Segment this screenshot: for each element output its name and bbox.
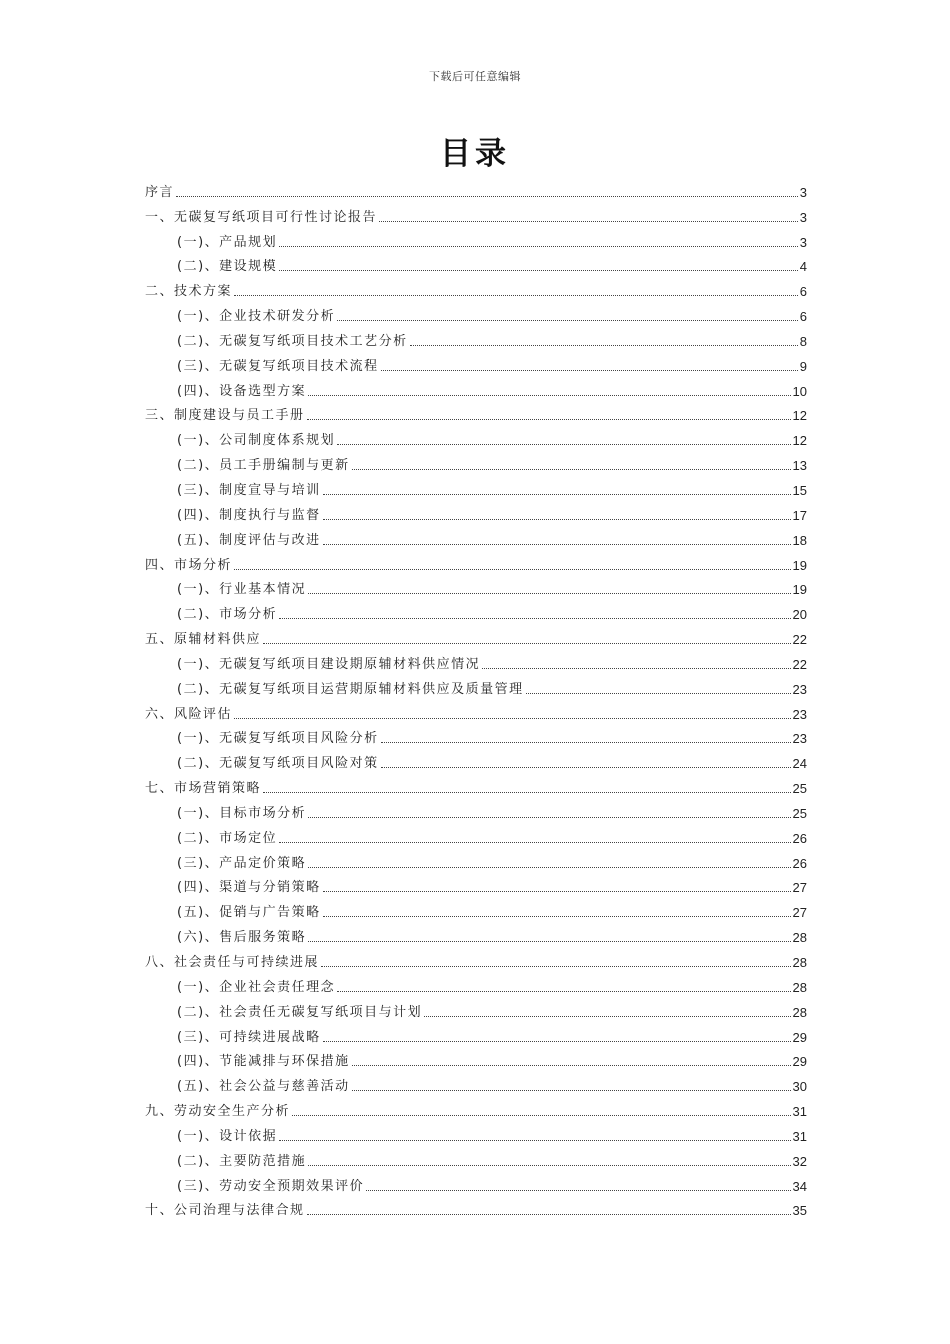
toc-dot-leader	[381, 370, 798, 371]
toc-entry-title: (二)、无碳复写纸项目风险对策	[177, 756, 379, 772]
toc-entry[interactable]	[145, 673, 807, 698]
toc-dot-leader	[279, 246, 798, 247]
toc-entry-page-number: 26	[792, 855, 807, 871]
toc-entry[interactable]	[145, 723, 807, 748]
toc-dot-leader	[323, 494, 791, 495]
page-title: 目录	[440, 136, 510, 172]
toc-entry-title: (一)、公司制度体系规划	[177, 433, 336, 449]
toc-entry-title: 十、公司治理与法律合规	[145, 1203, 305, 1219]
toc-entry-page-number: 29	[792, 1029, 807, 1045]
toc-dot-leader	[337, 444, 790, 445]
toc-entry-page-number: 25	[792, 805, 807, 821]
toc-entry-page-number: 30	[792, 1079, 807, 1095]
toc-entry[interactable]	[145, 872, 807, 897]
toc-entry-title: (三)、劳动安全预期效果评价	[177, 1178, 365, 1194]
toc-entry-page-number: 23	[792, 681, 807, 697]
toc-entry[interactable]	[145, 499, 807, 524]
toc-entry[interactable]	[145, 226, 807, 251]
toc-dot-leader	[323, 519, 791, 520]
toc-entry-page-number: 27	[792, 880, 807, 896]
toc-dot-leader	[526, 693, 791, 694]
toc-entry-title: 三、制度建设与员工手册	[145, 408, 305, 424]
toc-dot-leader	[279, 618, 790, 619]
toc-entry[interactable]	[145, 921, 807, 946]
toc-entry-page-number: 12	[792, 433, 807, 449]
toc-entry-title: (二)、无碳复写纸项目运营期原辅材料供应及质量管理	[177, 681, 524, 697]
toc-dot-leader	[323, 1041, 791, 1042]
toc-entry-page-number: 20	[792, 607, 807, 623]
toc-entry-page-number: 28	[792, 979, 807, 995]
toc-dot-leader	[234, 295, 798, 296]
toc-entry-page-number: 3	[799, 184, 807, 200]
toc-dot-leader	[308, 817, 790, 818]
toc-entry[interactable]	[145, 623, 807, 648]
toc-entry-title: (四)、制度执行与监督	[177, 507, 321, 523]
toc-entry-page-number: 4	[799, 259, 807, 275]
toc-dot-leader	[292, 1115, 791, 1116]
toc-entry-page-number: 13	[792, 458, 807, 474]
toc-entry-page-number: 32	[792, 1153, 807, 1169]
toc-entry-title: (一)、企业技术研发分析	[177, 309, 336, 325]
toc-entry-page-number: 3	[799, 209, 807, 225]
toc-dot-leader	[308, 867, 790, 868]
toc-entry-page-number: 19	[792, 557, 807, 573]
toc-entry-page-number: 18	[792, 532, 807, 548]
toc-entry-title: (一)、目标市场分析	[177, 805, 307, 821]
toc-entry[interactable]	[145, 1070, 807, 1095]
toc-entry[interactable]	[145, 1046, 807, 1071]
toc-entry-page-number: 9	[799, 358, 807, 374]
toc-entry-title: 四、市场分析	[145, 557, 233, 573]
toc-entry-title: (二)、市场定位	[177, 830, 278, 846]
toc-entry-page-number: 22	[792, 632, 807, 648]
toc-entry-title: (二)、主要防范措施	[177, 1153, 307, 1169]
toc-entry[interactable]	[145, 251, 807, 276]
toc-dot-leader	[279, 1140, 790, 1141]
toc-entry-page-number: 27	[792, 905, 807, 921]
toc-entry[interactable]	[145, 971, 807, 996]
toc-dot-leader	[308, 941, 790, 942]
toc-entry-title: (一)、企业社会责任理念	[177, 979, 336, 995]
toc-entry[interactable]	[145, 300, 807, 325]
toc-entry-page-number: 22	[792, 656, 807, 672]
toc-entry[interactable]	[145, 1095, 807, 1120]
toc-entry-title: (四)、设备选型方案	[177, 383, 307, 399]
toc-dot-leader	[379, 221, 798, 222]
toc-entry-title: 七、市场营销策略	[145, 781, 262, 797]
toc-entry[interactable]	[145, 1195, 807, 1220]
toc-entry[interactable]	[145, 474, 807, 499]
toc-entry[interactable]	[145, 822, 807, 847]
toc-entry-title: (一)、行业基本情况	[177, 582, 307, 598]
toc-entry[interactable]	[145, 201, 807, 226]
toc-entry[interactable]	[145, 1120, 807, 1145]
toc-entry-title: (二)、社会责任无碳复写纸项目与计划	[177, 1004, 423, 1020]
toc-entry[interactable]	[145, 524, 807, 549]
toc-entry-title: (五)、制度评估与改进	[177, 532, 321, 548]
toc-entry[interactable]	[145, 275, 807, 300]
toc-entry-page-number: 29	[792, 1054, 807, 1070]
toc-dot-leader	[279, 842, 790, 843]
toc-entry-page-number: 17	[792, 507, 807, 523]
toc-entry-title: 二、技术方案	[145, 284, 233, 300]
toc-dot-leader	[323, 916, 791, 917]
toc-entry-page-number: 23	[792, 706, 807, 722]
toc-entry[interactable]	[145, 375, 807, 400]
toc-entry-title: (三)、产品定价策略	[177, 855, 307, 871]
toc-entry[interactable]	[145, 896, 807, 921]
toc-dot-leader	[381, 767, 791, 768]
toc-entry[interactable]	[145, 996, 807, 1021]
toc-entry[interactable]	[145, 325, 807, 350]
toc-entry-page-number: 24	[792, 756, 807, 772]
toc-dot-leader	[307, 1214, 791, 1215]
toc-entry-page-number: 34	[792, 1178, 807, 1194]
toc-entry-page-number: 6	[799, 284, 807, 300]
toc-entry[interactable]	[145, 747, 807, 772]
toc-entry-title: (五)、促销与广告策略	[177, 905, 321, 921]
toc-entry-page-number: 23	[792, 731, 807, 747]
toc-entry-title: (一)、无碳复写纸项目建设期原辅材料供应情况	[177, 656, 481, 672]
toc-entry-title: (二)、无碳复写纸项目技术工艺分析	[177, 333, 408, 349]
toc-dot-leader	[424, 1016, 790, 1017]
toc-entry-page-number: 12	[792, 408, 807, 424]
toc-dot-leader	[323, 544, 791, 545]
toc-entry-page-number: 28	[792, 955, 807, 970]
toc-dot-leader	[352, 1090, 791, 1091]
toc-entry[interactable]	[145, 1021, 807, 1046]
toc-entry-page-number: 28	[792, 930, 807, 946]
toc-entry-title: (三)、无碳复写纸项目技术流程	[177, 358, 379, 374]
toc-entry[interactable]	[145, 574, 807, 599]
toc-entry-title: (四)、渠道与分销策略	[177, 880, 321, 896]
toc-entry[interactable]	[145, 549, 807, 574]
toc-entry-title: (三)、制度宣导与培训	[177, 482, 321, 498]
toc-entry[interactable]	[145, 946, 807, 971]
toc-entry-title: 九、劳动安全生产分析	[145, 1104, 291, 1120]
toc-dot-leader	[352, 1065, 791, 1066]
toc-dot-leader	[279, 270, 798, 271]
toc-entry-page-number: 28	[792, 1004, 807, 1020]
toc-dot-leader	[263, 792, 791, 793]
toc-entry-title: (一)、无碳复写纸项目风险分析	[177, 731, 379, 747]
toc-entry-title: 八、社会责任与可持续进展	[145, 955, 320, 970]
toc-entry-page-number: 19	[792, 582, 807, 598]
toc-entry-page-number: 15	[792, 482, 807, 498]
toc-entry-title: 序言	[145, 184, 175, 200]
toc-dot-leader	[352, 469, 791, 470]
toc-entry[interactable]	[145, 424, 807, 449]
toc-entry[interactable]	[145, 1145, 807, 1170]
toc-dot-leader	[234, 569, 791, 570]
table-of-contents	[145, 176, 807, 1219]
toc-entry-title: (六)、售后服务策略	[177, 930, 307, 946]
toc-entry-title: 六、风险评估	[145, 706, 233, 722]
toc-entry[interactable]	[145, 772, 807, 797]
toc-entry[interactable]	[145, 648, 807, 673]
toc-entry-title: 五、原辅材料供应	[145, 632, 262, 648]
toc-dot-leader	[308, 395, 790, 396]
toc-dot-leader	[381, 742, 791, 743]
toc-entry-page-number: 3	[799, 234, 807, 250]
toc-entry-title: (五)、社会公益与慈善活动	[177, 1079, 350, 1095]
toc-dot-leader	[234, 718, 791, 719]
toc-entry-page-number: 31	[792, 1128, 807, 1144]
toc-dot-leader	[323, 891, 791, 892]
toc-entry-page-number: 10	[792, 383, 807, 399]
toc-dot-leader	[410, 345, 798, 346]
toc-dot-leader	[366, 1190, 790, 1191]
toc-entry-title: (二)、建设规模	[177, 259, 278, 275]
toc-entry[interactable]	[145, 350, 807, 375]
toc-dot-leader	[263, 643, 791, 644]
toc-dot-leader	[337, 991, 790, 992]
toc-entry-title: (二)、市场分析	[177, 607, 278, 623]
toc-dot-leader	[321, 966, 791, 967]
header-note: 下载后可任意编辑	[429, 70, 521, 83]
toc-entry[interactable]	[145, 449, 807, 474]
toc-dot-leader	[308, 1165, 790, 1166]
toc-entry[interactable]	[145, 797, 807, 822]
toc-entry-page-number: 26	[792, 830, 807, 846]
toc-entry-title: (二)、员工手册编制与更新	[177, 458, 350, 474]
toc-entry[interactable]	[145, 847, 807, 872]
toc-entry-page-number: 25	[792, 781, 807, 797]
toc-entry-title: (四)、节能减排与环保措施	[177, 1054, 350, 1070]
toc-dot-leader	[307, 419, 791, 420]
toc-entry-title: (三)、可持续进展战略	[177, 1029, 321, 1045]
toc-entry[interactable]	[145, 698, 807, 723]
toc-entry-page-number: 31	[792, 1104, 807, 1120]
toc-dot-leader	[337, 320, 798, 321]
toc-entry[interactable]	[145, 176, 807, 201]
toc-entry[interactable]	[145, 1170, 807, 1195]
toc-dot-leader	[482, 668, 790, 669]
toc-entry-title: (一)、产品规划	[177, 234, 278, 250]
toc-entry-page-number: 35	[792, 1203, 807, 1219]
toc-entry[interactable]	[145, 598, 807, 623]
toc-entry-page-number: 8	[799, 333, 807, 349]
toc-entry-page-number: 6	[799, 309, 807, 325]
toc-entry-title: 一、无碳复写纸项目可行性讨论报告	[145, 209, 378, 225]
toc-dot-leader	[308, 593, 790, 594]
toc-entry[interactable]	[145, 400, 807, 425]
toc-dot-leader	[176, 196, 798, 197]
toc-entry-title: (一)、设计依据	[177, 1128, 278, 1144]
